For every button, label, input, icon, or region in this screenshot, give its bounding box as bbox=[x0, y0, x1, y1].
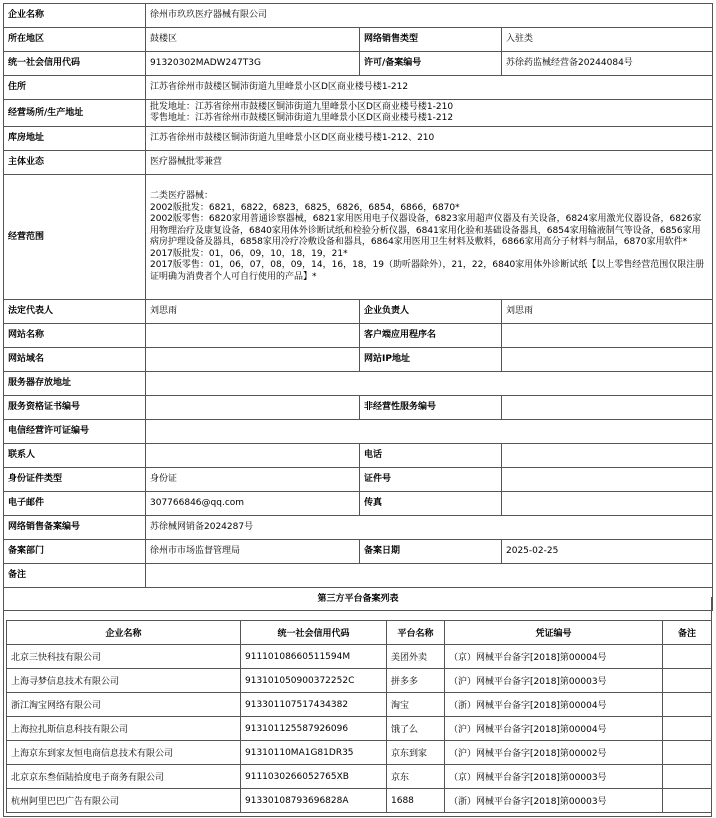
value-site-name bbox=[146, 324, 360, 348]
platform-cell-voucher: （京）网械平台备字[2018]第00003号 bbox=[445, 765, 663, 789]
platform-header-voucher: 凭证编号 bbox=[445, 621, 663, 645]
value-business-scope bbox=[146, 175, 713, 300]
row-service-cert bbox=[4, 396, 713, 420]
value-company-name: 徐州市玖玖医疗器械有限公司 bbox=[146, 4, 713, 28]
row-warehouse bbox=[4, 127, 713, 151]
label-company-name: 企业名称 bbox=[4, 4, 146, 28]
value-site-ip bbox=[502, 348, 713, 372]
label-record-dept: 备案部门 bbox=[4, 540, 146, 564]
value-business-form: 医疗器械批零兼营 bbox=[146, 151, 713, 175]
platform-cell-company: 北京京东叁佰陆拾度电子商务有限公司 bbox=[7, 765, 241, 789]
value-fax bbox=[502, 492, 713, 516]
value-credit-code: 91320302MADW247T3G bbox=[146, 52, 360, 76]
value-service-cert bbox=[146, 396, 360, 420]
platform-cell-credit-code: 913101125587926096 bbox=[241, 717, 387, 741]
value-business-address bbox=[146, 100, 713, 127]
platform-cell-platform: 饿了么 bbox=[387, 717, 445, 741]
business-address-wholesale: 批发地址：江苏省徐州市鼓楼区铜沛街道九里峰景小区D区商业楼号楼1-210 bbox=[150, 102, 454, 112]
value-phone bbox=[502, 444, 713, 468]
label-residence: 住所 bbox=[4, 76, 146, 100]
label-online-record-no: 网络销售备案编号 bbox=[4, 516, 146, 540]
platform-cell-company: 浙江淘宝网络有限公司 bbox=[7, 693, 241, 717]
platform-cell-company: 上海拉扎斯信息科技有限公司 bbox=[7, 717, 241, 741]
value-server-location bbox=[146, 372, 713, 396]
value-license-no: 苏徐药监械经营备20244084号 bbox=[502, 52, 713, 76]
value-region: 鼓楼区 bbox=[146, 28, 360, 52]
value-legal-rep: 刘思雨 bbox=[146, 300, 360, 324]
platform-table-header bbox=[7, 621, 712, 645]
platform-cell-credit-code: 91330110751743438​2 bbox=[241, 693, 387, 717]
platform-section-title: 第三方平台备案列表 bbox=[4, 588, 713, 611]
value-contact bbox=[146, 444, 360, 468]
row-legal-rep bbox=[4, 300, 713, 324]
value-site-domain bbox=[146, 348, 360, 372]
platform-cell-voucher: （浙）网械平台备字[2018]第00004号 bbox=[445, 693, 663, 717]
platform-cell-remark bbox=[663, 645, 712, 669]
row-email bbox=[4, 492, 713, 516]
value-record-date: 2025-02-25 bbox=[502, 540, 713, 564]
table-row bbox=[7, 669, 712, 693]
row-site-domain bbox=[4, 348, 713, 372]
row-business-form bbox=[4, 151, 713, 175]
table-row bbox=[7, 645, 712, 669]
platform-header-company: 企业名称 bbox=[7, 621, 241, 645]
platform-cell-platform: 京东到家 bbox=[387, 741, 445, 765]
label-business-address: 经营场所/生产地址 bbox=[4, 100, 146, 127]
row-remark bbox=[4, 564, 713, 588]
label-record-date: 备案日期 bbox=[360, 540, 502, 564]
label-email: 电子邮件 bbox=[4, 492, 146, 516]
table-row bbox=[7, 717, 712, 741]
platform-cell-company: 北京三快科技有限公司 bbox=[7, 645, 241, 669]
label-client-app: 客户端应用程序名 bbox=[360, 324, 502, 348]
label-site-ip: 网站IP地址 bbox=[360, 348, 502, 372]
platform-cell-remark bbox=[663, 669, 712, 693]
value-client-app bbox=[502, 324, 713, 348]
value-online-record-no: 苏徐械网销备2024287号 bbox=[146, 516, 713, 540]
platform-cell-company: 杭州阿里巴巴广告有限公司 bbox=[7, 789, 241, 813]
row-residence bbox=[4, 76, 713, 100]
scope-line-1: 二类医疗器械： bbox=[150, 191, 214, 201]
value-email: 307766846@qq.com bbox=[146, 492, 360, 516]
platform-cell-remark bbox=[663, 693, 712, 717]
row-id-type bbox=[4, 468, 713, 492]
row-telecom-license bbox=[4, 420, 713, 444]
platform-cell-credit-code: 911103026605276​5XB bbox=[241, 765, 387, 789]
business-address-retail: 零售地址：江苏省徐州市鼓楼区铜沛街道九里峰景小区D区商业楼号楼1-212 bbox=[150, 113, 454, 123]
platform-cell-voucher: （沪）网械平台备字[2018]第00002号 bbox=[445, 741, 663, 765]
table-row bbox=[7, 741, 712, 765]
enterprise-info-table bbox=[3, 3, 713, 611]
scope-line-3: 2002版零售：6820家用普通诊察器械，6821家用医用电子仪器设备，6823家用超声仪器及有关设备，6824家用激光仪器设备，6826家用物理治疗及康复设备，6840家用体外诊断试纸和检验分析仪器，6841家用化验和基础设备器具，6854家用输液制气等设备，6856家用病房护理设备及器具，6858家用冷疗冷敷设备和器具，6864家用医用卫生材料及敷料，6866家用高分子材料与制品，6870家用软件* bbox=[150, 214, 702, 247]
label-id-type: 身份证件类型 bbox=[4, 468, 146, 492]
platform-table-body bbox=[7, 645, 712, 813]
label-region: 所在地区 bbox=[4, 28, 146, 52]
label-id-no: 证件号 bbox=[360, 468, 502, 492]
label-warehouse: 库房地址 bbox=[4, 127, 146, 151]
platform-cell-platform: 京东 bbox=[387, 765, 445, 789]
platform-cell-remark bbox=[663, 741, 712, 765]
value-warehouse: 江苏省徐州市鼓楼区铜沛街道九里峰景小区D区商业楼号楼1-212、210 bbox=[146, 127, 713, 151]
value-record-dept: 徐州市市场监督管理局 bbox=[146, 540, 360, 564]
platform-cell-voucher: （沪）网械平台备字[2018]第00003号 bbox=[445, 669, 663, 693]
row-online-record-no bbox=[4, 516, 713, 540]
platform-cell-credit-code: 91330108793696828A bbox=[241, 789, 387, 813]
value-remark bbox=[146, 564, 713, 588]
value-id-no bbox=[502, 468, 713, 492]
label-company-head: 企业负责人 bbox=[360, 300, 502, 324]
label-server-location: 服务器存放地址 bbox=[4, 372, 146, 396]
label-site-domain: 网站域名 bbox=[4, 348, 146, 372]
row-region bbox=[4, 28, 713, 52]
platform-cell-remark bbox=[663, 717, 712, 741]
label-phone: 电话 bbox=[360, 444, 502, 468]
platform-cell-platform: 淘宝 bbox=[387, 693, 445, 717]
platform-cell-voucher: （浙）网械平台备字[2018]第00003号 bbox=[445, 789, 663, 813]
scope-line-5: 2017版零售：01，06，07，08，09，14，16，18，19（助听器除外），21，22，6840家用体外诊断试纸【以上零售经营范围仅限注册证明确为消费者个人可自行使用的产品】* bbox=[150, 260, 705, 282]
value-company-head: 刘思雨 bbox=[502, 300, 713, 324]
label-site-name: 网站名称 bbox=[4, 324, 146, 348]
row-company-name bbox=[4, 4, 713, 28]
label-legal-rep: 法定代表人 bbox=[4, 300, 146, 324]
label-telecom-license: 电信经营许可证编号 bbox=[4, 420, 146, 444]
value-telecom-license bbox=[146, 420, 713, 444]
platform-cell-platform: 1688 bbox=[387, 789, 445, 813]
row-credit-code bbox=[4, 52, 713, 76]
label-credit-code: 统一社会信用代码 bbox=[4, 52, 146, 76]
platform-cell-credit-code: 91310110MA1G81DR35 bbox=[241, 741, 387, 765]
scope-line-4: 2017版批发：01，06，09，10，18，19，21* bbox=[150, 248, 348, 259]
platform-cell-remark bbox=[663, 789, 712, 813]
row-business-address bbox=[4, 100, 713, 127]
row-record-dept bbox=[4, 540, 713, 564]
row-business-scope bbox=[4, 175, 713, 300]
label-contact: 联系人 bbox=[4, 444, 146, 468]
table-row bbox=[7, 789, 712, 813]
platform-cell-platform: 拼多多 bbox=[387, 669, 445, 693]
value-residence: 江苏省徐州市鼓楼区铜沛街道九里峰景小区D区商业楼号楼1-212 bbox=[146, 76, 713, 100]
scope-line-2: 2002版批发：6821，6822，6823，6825，6826，6854，6866，6870* bbox=[150, 202, 460, 213]
platform-cell-company: 上海京东到家友恒电商信息技术有限公司 bbox=[7, 741, 241, 765]
value-id-type: 身份证 bbox=[146, 468, 360, 492]
platform-cell-credit-code: 91110108660511594M bbox=[241, 645, 387, 669]
platform-cell-platform: 美团外卖 bbox=[387, 645, 445, 669]
table-row bbox=[7, 693, 712, 717]
table-row bbox=[7, 765, 712, 789]
label-online-sales-type: 网络销售类型 bbox=[360, 28, 502, 52]
row-site-name bbox=[4, 324, 713, 348]
platform-header-platform: 平台名称 bbox=[387, 621, 445, 645]
row-server-location bbox=[4, 372, 713, 396]
row-contact bbox=[4, 444, 713, 468]
label-remark: 备注 bbox=[4, 564, 146, 588]
platform-header-credit-code: 统一社会信用代码 bbox=[241, 621, 387, 645]
platform-cell-company: 上海寻梦信息技术有限公司 bbox=[7, 669, 241, 693]
platform-cell-remark bbox=[663, 765, 712, 789]
label-fax: 传真 bbox=[360, 492, 502, 516]
label-business-scope: 经营范围 bbox=[4, 175, 146, 300]
value-non-profit-service bbox=[502, 396, 713, 420]
value-online-sales-type: 入驻类 bbox=[502, 28, 713, 52]
label-service-cert: 服务资格证书编号 bbox=[4, 396, 146, 420]
label-business-form: 主体业态 bbox=[4, 151, 146, 175]
platform-cell-voucher: （京）网械平台备字[2018]第00004号 bbox=[445, 645, 663, 669]
label-license-no: 许可/备案编号 bbox=[360, 52, 502, 76]
platform-table bbox=[6, 620, 712, 813]
label-non-profit-service: 非经营性服务编号 bbox=[360, 396, 502, 420]
platform-cell-credit-code: 913101050900372252C bbox=[241, 669, 387, 693]
platform-cell-voucher: （沪）网械平台备字[2018]第00004号 bbox=[445, 717, 663, 741]
platform-header-remark: 备注 bbox=[663, 621, 712, 645]
